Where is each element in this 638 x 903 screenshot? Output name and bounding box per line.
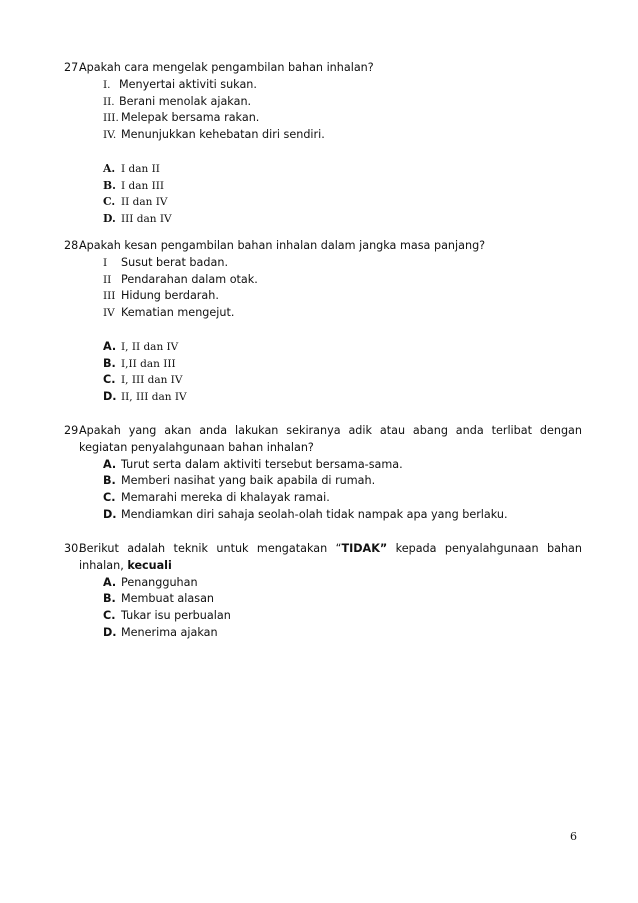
option-letter: A. — [103, 575, 117, 589]
statement-text: Susut berat badan. — [121, 255, 228, 269]
question-text: Apakah yang akan anda lakukan sekiranya adik atau abang anda terlibat dengan — [79, 424, 582, 437]
statement-text: Menunjukkan kehebatan diri sendiri. — [121, 128, 325, 142]
statement-text: Kematian mengejut. — [121, 306, 235, 320]
answer-option[interactable] — [64, 178, 582, 195]
statement-text: Menyertai aktiviti sukan. — [119, 77, 257, 91]
statement-label: IV — [103, 307, 115, 320]
question-stem-line-1 — [64, 423, 582, 440]
option-text: Memarahi mereka di khalayak ramai. — [121, 491, 330, 505]
page-number: 6 — [570, 830, 577, 843]
spacer — [64, 322, 582, 339]
option-letter: B. — [103, 178, 116, 192]
option-letter: B. — [103, 356, 116, 370]
question-stem — [64, 60, 582, 77]
option-text: I dan II — [121, 162, 160, 175]
option-letter: C. — [103, 195, 116, 209]
option-text: Menerima ajakan — [121, 625, 218, 639]
option-letter: B. — [103, 474, 116, 488]
emphasis-kecuali: kecuali — [127, 558, 172, 572]
option-letter: D. — [103, 212, 116, 226]
answer-option[interactable] — [64, 608, 582, 625]
question-stem — [64, 238, 582, 255]
answer-option[interactable] — [64, 161, 582, 178]
answer-option[interactable] — [64, 356, 582, 373]
option-text: Tukar isu perbualan — [121, 609, 231, 623]
question-30 — [64, 541, 582, 642]
statement-item — [64, 305, 582, 322]
answer-option[interactable] — [64, 591, 582, 608]
statement-text: Melepak bersama rakan. — [121, 111, 260, 125]
option-text: I, II dan IV — [121, 340, 179, 353]
statement-item — [64, 110, 582, 127]
emphasis-tidak: TIDAK” — [341, 542, 388, 555]
question-stem-line-2: kegiatan penyalahgunaan bahan inhalan? — [79, 440, 314, 454]
spacer — [64, 144, 582, 161]
answer-option[interactable] — [64, 473, 582, 490]
question-text-cont: kepada penyalahgunaan bahan — [387, 542, 582, 555]
question-text: inhalan, — [79, 558, 128, 572]
statement-label: II — [103, 273, 112, 286]
statement-item — [64, 272, 582, 289]
option-letter: D. — [103, 625, 117, 639]
statement-label: I. — [103, 78, 111, 91]
question-27 — [64, 60, 582, 228]
question-28 — [64, 238, 582, 406]
statement-text: Hidung berdarah. — [121, 289, 219, 303]
question-29 — [64, 423, 582, 524]
statement-item — [64, 288, 582, 305]
option-text: Mendiamkan diri sahaja seolah-olah tidak nampak apa yang berlaku. — [121, 507, 508, 521]
answer-option[interactable] — [64, 575, 582, 592]
option-text: I, III dan IV — [121, 374, 183, 387]
statement-text: Berani menolak ajakan. — [119, 94, 252, 108]
option-letter: C. — [103, 491, 116, 505]
option-letter: A. — [103, 339, 117, 353]
option-text: Turut serta dalam aktiviti tersebut bersama-sama. — [121, 457, 403, 471]
statement-label: II. — [103, 95, 115, 108]
question-text: Apakah kesan pengambilan bahan inhalan dalam jangka masa panjang? — [79, 239, 486, 252]
question-number: 30. — [64, 542, 82, 555]
question-number: 27. — [64, 61, 82, 74]
statement-label: III — [103, 290, 116, 303]
answer-option[interactable] — [64, 507, 582, 524]
option-letter: C. — [103, 609, 116, 623]
statement-text: Pendarahan dalam otak. — [121, 272, 258, 286]
option-letter: C. — [103, 373, 116, 387]
statement-label: IV. — [103, 129, 117, 142]
answer-option[interactable] — [64, 625, 582, 642]
statement-item — [64, 127, 582, 144]
statement-label: III. — [103, 112, 119, 125]
answer-option[interactable] — [64, 211, 582, 228]
statement-item — [64, 77, 582, 94]
answer-option[interactable] — [64, 389, 582, 406]
option-text: I,II dan III — [121, 357, 176, 370]
option-letter: B. — [103, 592, 116, 606]
option-letter: A. — [103, 161, 116, 175]
question-stem-line-2 — [64, 558, 582, 575]
option-letter: A. — [103, 457, 117, 471]
answer-option[interactable] — [64, 194, 582, 211]
question-text: Berikut adalah teknik untuk mengatakan “ — [79, 542, 342, 555]
answer-option[interactable] — [64, 457, 582, 474]
question-number: 29. — [64, 424, 82, 437]
option-text: Penangguhan — [121, 575, 198, 589]
answer-option[interactable] — [64, 490, 582, 507]
answer-option[interactable] — [64, 372, 582, 389]
option-letter: D. — [103, 507, 117, 521]
answer-option[interactable] — [64, 339, 582, 356]
statement-item — [64, 94, 582, 111]
statement-label: I — [103, 256, 108, 269]
option-text: I dan III — [121, 179, 165, 192]
question-text: Apakah cara mengelak pengambilan bahan inhalan? — [79, 61, 374, 74]
option-text: Membuat alasan — [121, 592, 215, 606]
option-text: III dan IV — [121, 213, 172, 226]
option-text: Memberi nasihat yang baik apabila di rumah. — [121, 474, 376, 488]
question-number: 28. — [64, 239, 82, 252]
question-stem-line-1 — [64, 541, 582, 558]
option-letter: D. — [103, 390, 117, 404]
option-text: II dan IV — [121, 196, 168, 209]
statement-item — [64, 255, 582, 272]
option-text: II, III dan IV — [121, 391, 187, 404]
